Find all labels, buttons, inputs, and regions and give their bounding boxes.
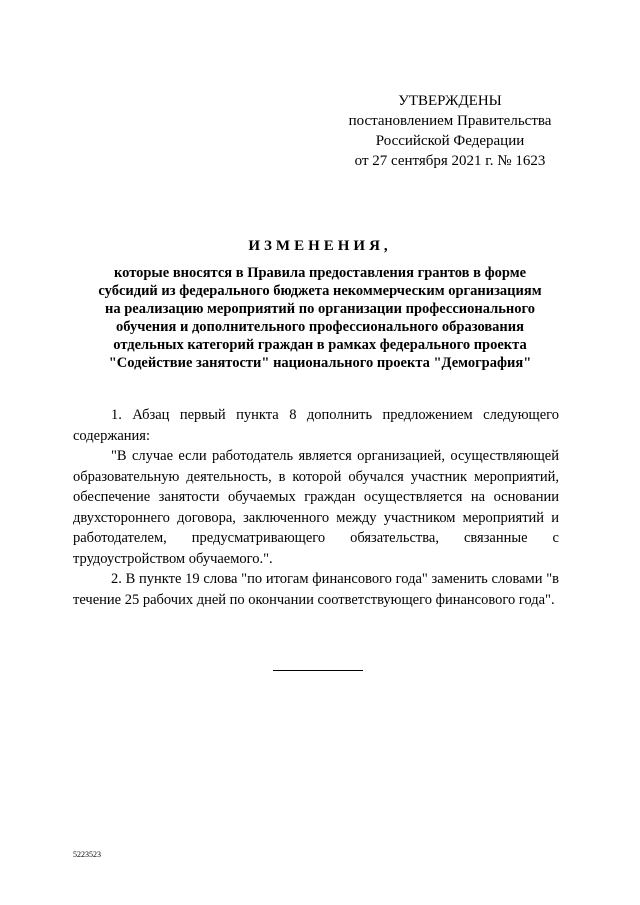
item-2-paragraph: 2. В пункте 19 слова "по итогам финансового года" заменить словами "в течение 25 рабочих дней по окончании соответствующего финансового года". <box>73 571 559 608</box>
document-title: ИЗМЕНЕНИЯ, <box>248 238 392 254</box>
approval-by-line1: постановлением Правительства <box>348 113 552 129</box>
approval-by-line2: Российской Федерации <box>375 133 525 149</box>
subtitle-line: отдельных категорий граждан в рамках федерального проекта <box>113 337 527 353</box>
subtitle-line: субсидий из федерального бюджета некоммерческим организациям <box>98 283 542 299</box>
document-body <box>73 405 559 610</box>
subtitle-line: которые вносятся в Правила предоставления грантов в форме <box>113 265 527 281</box>
item-1-paragraph: 1. Абзац первый пункта 8 дополнить предложением следующего содержания: <box>73 407 559 444</box>
document-number: 5223523 <box>73 850 101 859</box>
approval-block <box>330 91 570 171</box>
approval-approved: УТВЕРЖДЕНЫ <box>398 93 502 109</box>
end-divider <box>273 670 363 671</box>
subtitle-line: обучения и дополнительного профессионального образования <box>116 319 524 335</box>
document-subtitle <box>60 264 580 372</box>
subtitle-line: "Содействие занятости" национального проекта "Демография" <box>108 355 532 371</box>
subtitle-line: на реализацию мероприятий по организации профессионального <box>104 301 536 317</box>
approval-date-number: от 27 сентября 2021 г. № 1623 <box>354 153 546 169</box>
item-1-quote-paragraph: "В случае если работодатель является организацией, осуществляющей образовательную деятельность, в которой обучался участник мероприятий, обеспечение занятости обучаемых граждан осуществляется на основании двухстороннего договора, заключенного между участником мероприятий и работодателем, предусматривающего обязательства, связанные с трудоустройством обучаемого.". <box>73 448 559 567</box>
